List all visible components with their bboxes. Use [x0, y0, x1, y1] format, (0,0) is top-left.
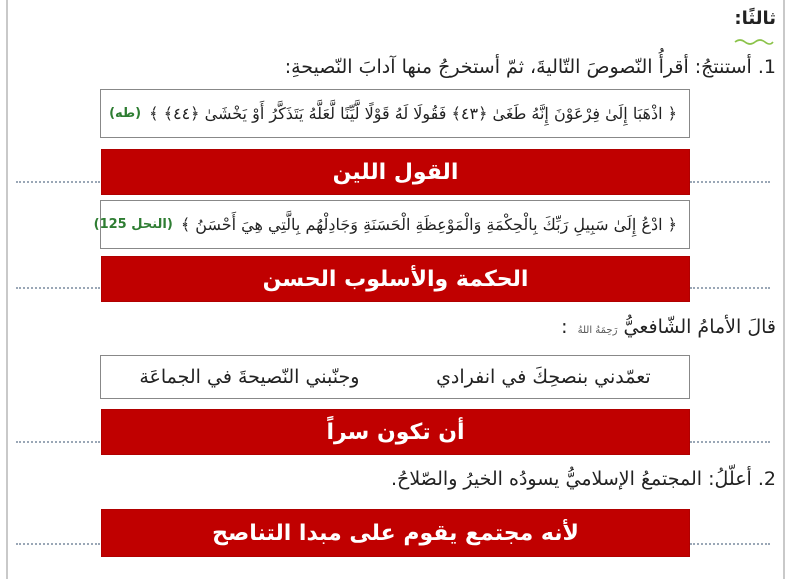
imam-honorific: رَحِمَهُ اللهُ [577, 325, 618, 336]
quran-verse-box-1 [100, 89, 690, 138]
verse-text-1: ﴿ اذْهَبَا إِلَىٰ فِرْعَوْنَ إِنَّهُ طَغَىٰ ﴿٤٣﴾ فَقُولَا لَهُ قَوْلًا لَّيِّنًا لَّعَلَّهُ يَتَذَكَّرُ أَوْ يَخْشَىٰ ﴿٤٤﴾ ﴾ [149, 104, 677, 123]
answer-box-1[interactable]: القول اللين [102, 150, 689, 194]
poem-box [100, 355, 690, 399]
page-left-rule [6, 0, 8, 579]
section-heading: ثالثًا: [734, 8, 776, 29]
dotted-line-right [690, 543, 770, 545]
dotted-line-left [16, 181, 100, 183]
imam-quote-intro [561, 316, 776, 338]
question-2: 2. أعلّلُ: المجتمعُ الإسلاميُّ يسودُه الخيرُ والصّلاحُ. [391, 468, 776, 490]
poem-hemistich-1: تعمّدني بنصحِكَ في انفرادي [436, 366, 651, 388]
colon: : [561, 316, 568, 338]
answer-box-3[interactable]: أن تكون سراً [102, 410, 689, 454]
page-right-rule [783, 0, 785, 579]
quran-verse-box-2 [93, 200, 690, 249]
poem-hemistich-2: وجنّبني النّصيحةَ في الجماعَة [139, 366, 360, 388]
verse-reference-1: (طه) [109, 106, 142, 121]
answer-box-2[interactable]: الحكمة والأسلوب الحسن [102, 257, 689, 301]
dotted-line-right [690, 181, 770, 183]
dotted-line-right [690, 441, 770, 443]
heading-squiggle-decoration [734, 38, 774, 46]
question-1: 1. أستنتجُ: أقرأُ النّصوصَ التّاليةَ، ثمّ أستخرجُ منها آدابَ النّصيحةِ: [284, 56, 776, 78]
dotted-line-right [690, 287, 770, 289]
dotted-line-left [16, 441, 100, 443]
verse-text-2: ﴿ ادْعُ إِلَىٰ سَبِيلِ رَبِّكَ بِالْحِكْمَةِ وَالْمَوْعِظَةِ الْحَسَنَةِ وَجَادِلْهُم بِالَّتِي هِيَ أَحْسَنُ ﴾ [180, 215, 677, 234]
dotted-line-left [16, 287, 100, 289]
verse-reference-2: (النحل 125) [93, 217, 173, 232]
imam-text: قالَ الأمامُ الشّافعيُّ [623, 316, 776, 338]
answer-box-4[interactable]: لأنه مجتمع يقوم على مبدا التناصح [102, 510, 689, 556]
dotted-line-left [16, 543, 100, 545]
